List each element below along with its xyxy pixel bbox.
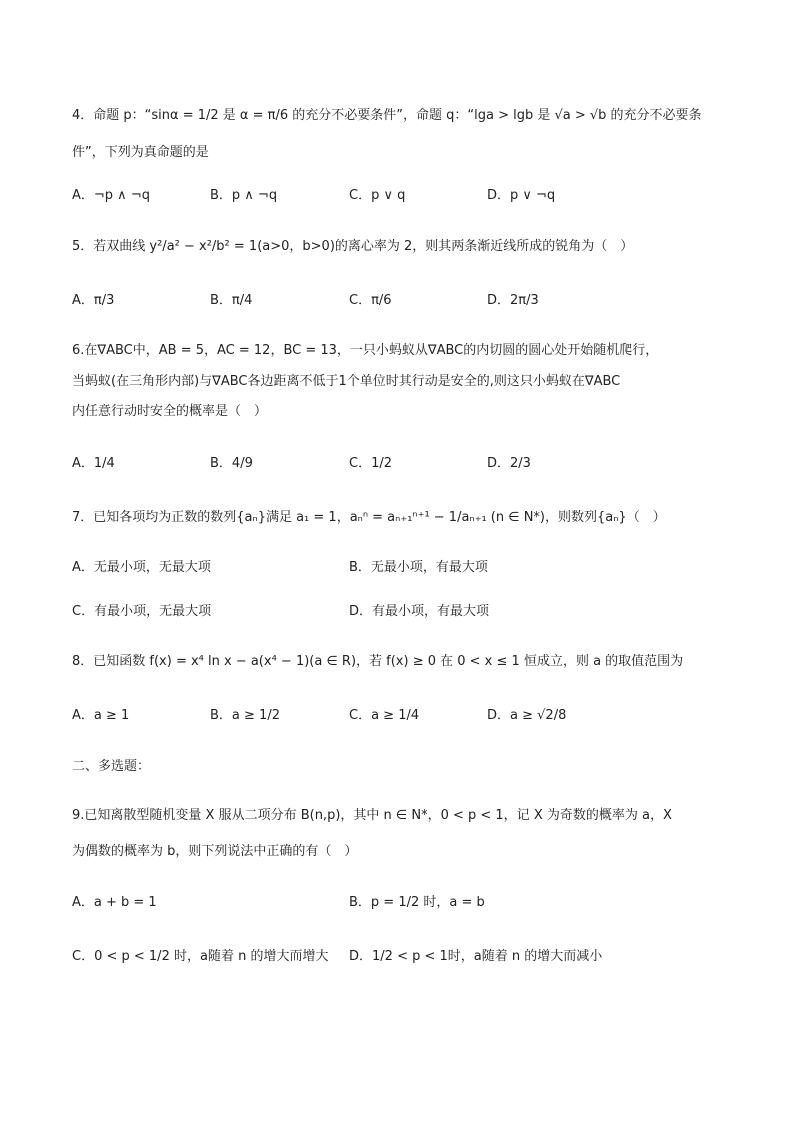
- q6-line3: 内任意行动时安全的概率是（ ）: [72, 404, 268, 419]
- q9-option-a: A．a + b = 1: [72, 895, 157, 910]
- section-heading-multiple-choice: 二、多选题：: [72, 759, 151, 774]
- q8-option-d: D．a ≥ √2/8: [487, 708, 567, 723]
- q4-line2: [72, 143, 209, 163]
- q6-option-c: C．1/2: [349, 456, 392, 471]
- q7-option-b: B．无最小项，有最大项: [349, 560, 488, 575]
- q9-option-c: C．0 < p < 1/2 时，a随着 n 的增大而增大: [72, 949, 329, 964]
- q8-option-a: A．a ≥ 1: [72, 708, 130, 723]
- q5-option-a: A．π/3: [72, 293, 115, 308]
- q5-option-d: D．2π/3: [487, 293, 539, 308]
- q8-option-c: C．a ≥ 1/4: [349, 708, 420, 723]
- q9-line1: 9.已知离散型随机变量 X 服从二项分布 B(n,p)，其中 n ∈ N*，0 < p < 1，记 X 为奇数的概率为 a，X: [72, 808, 672, 823]
- q9-option-d: D．1/2 < p < 1时，a随着 n 的增大而减小: [349, 949, 603, 964]
- q9-line2: 为偶数的概率为 b，则下列说法中正确的有（ ）: [72, 844, 358, 859]
- q8-stem: 8．已知函数 f(x) = x⁴ ln x − a(x⁴ − 1)(a ∈ R)，若 f(x) ≥ 0 在 0 < x ≤ 1 恒成立，则 a 的取值范围为: [72, 654, 684, 669]
- q8-option-b: B．a ≥ 1/2: [210, 708, 280, 723]
- q9-option-b: B．p = 1/2 时，a = b: [349, 895, 485, 910]
- q4-option-d: D．p ∨ ¬q: [487, 188, 556, 203]
- q4-option-b: B．p ∧ ¬q: [210, 188, 278, 203]
- q6-option-b: B．4/9: [210, 456, 253, 471]
- q5-option-c: C．π/6: [349, 293, 392, 308]
- q6-option-d: D．2/3: [487, 456, 531, 471]
- q4-line2-text: 件”，下列为真命题的是: [72, 145, 209, 160]
- q5-option-b: B．π/4: [210, 293, 253, 308]
- q4-option-c: C．p ∨ q: [349, 188, 406, 203]
- q5-stem: 5．若双曲线 y²/a² − x²/b² = 1(a>0，b>0)的离心率为 2，则其两条渐近线所成的锐角为（ ）: [72, 239, 634, 254]
- q6-option-a: A．1/4: [72, 456, 115, 471]
- q7-option-a: A．无最小项，无最大项: [72, 560, 211, 575]
- q7-stem: 7．已知各项均为正数的数列{aₙ}满足 a₁ = 1，aₙⁿ = aₙ₊₁ⁿ⁺¹ − 1/aₙ₊₁ (n ∈ N*)，则数列{aₙ}（ ）: [72, 510, 666, 525]
- q7-option-d: D．有最小项，有最大项: [349, 604, 490, 619]
- q6-line2: 当蚂蚁(在三角形内部)与∇ABC各边距离不低于1个单位时其行动是安全的,则这只小蚂蚁在∇ABC: [72, 374, 621, 389]
- q4-line1: [72, 106, 702, 126]
- q7-option-c: C．有最小项，无最大项: [72, 604, 212, 619]
- q6-line1: 6.在∇ABC中，AB = 5，AC = 12，BC = 13，一只小蚂蚁从∇ABC的内切圆的圆心处开始随机爬行，: [72, 343, 659, 358]
- q4-option-a: A．¬p ∧ ¬q: [72, 188, 150, 203]
- q4-line1-text: 4．命题 p：“sinα = 1/2 是 α = π/6 的充分不必要条件”，命题 q：“lga > lgb 是 √a > √b 的充分不必要条: [72, 108, 702, 123]
